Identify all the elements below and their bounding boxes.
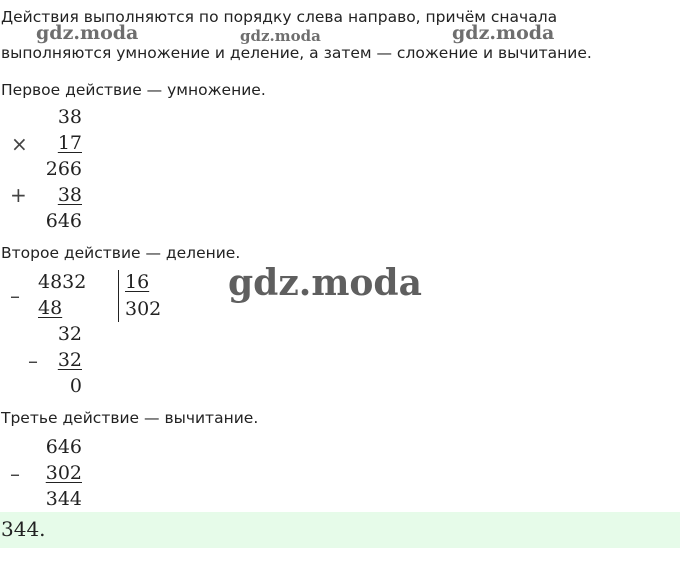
mult-partial: 266 (45, 158, 82, 180)
answer-value: 344. (1, 517, 46, 541)
times-sign: × (11, 132, 28, 156)
step2-title: Второе действие — деление. (1, 244, 241, 262)
step3-title: Третье действие — вычитание. (1, 409, 259, 427)
sub-subtrahend: 302 (45, 462, 82, 484)
mult-result: 646 (45, 210, 82, 232)
sub-minuend: 646 (45, 436, 82, 458)
plus-sign: + (10, 183, 27, 207)
watermark-large: gdz.moda (228, 262, 422, 304)
intro-line-1: Действия выполняются по порядку слева направо, причём сначала (1, 8, 558, 26)
division-bracket (118, 270, 119, 322)
div-subtrahend-2: 32 (57, 349, 82, 371)
sub-minus-sign: – (10, 462, 20, 486)
watermark: gdz.moda (452, 22, 555, 44)
div-remainder-final: 0 (69, 375, 82, 397)
mult-factor-a: 38 (57, 106, 82, 128)
mult-plus-term: 38 (57, 184, 82, 206)
intro-line-2: выполняются умножение и деление, а затем — сложение и вычитание. (1, 44, 592, 62)
div-subtrahend-1: 48 (38, 297, 63, 319)
step1-title: Первое действие — умножение. (1, 81, 266, 99)
dividend: 4832 (38, 271, 87, 293)
div-remainder-1: 32 (57, 323, 82, 345)
watermark: gdz.moda (240, 27, 321, 45)
div-minus-sign-1: – (10, 284, 20, 308)
div-minus-sign-2: – (28, 349, 38, 373)
watermark: gdz.moda (36, 22, 139, 44)
answer-box (0, 512, 680, 548)
mult-factor-b: 17 (57, 132, 82, 154)
divisor: 16 (125, 271, 150, 293)
sub-result: 344 (45, 488, 82, 510)
quotient: 302 (125, 298, 162, 320)
